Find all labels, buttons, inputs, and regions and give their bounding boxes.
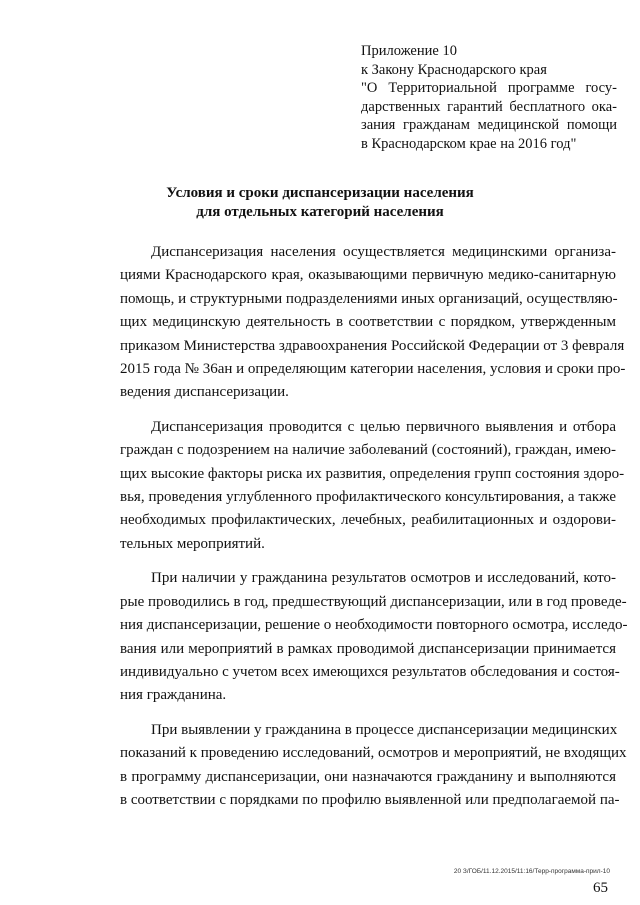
paragraph-line: рые проводились в год, предшествующий диспансеризации, или в год проведе-	[120, 593, 627, 610]
paragraph	[120, 241, 626, 405]
paragraph	[120, 719, 627, 813]
appendix-line: зания гражданам медицинской помощи	[361, 117, 617, 133]
paragraph-line: приказом Министерства здравоохранения Российской Федерации от 3 февраля	[120, 337, 625, 354]
paragraph-line: щих медицинскую деятельность в соответствии с порядком, утвержденным	[120, 314, 616, 331]
paragraph-line: ведения диспансеризации.	[120, 384, 289, 401]
appendix-line: Приложение 10	[361, 43, 457, 59]
paragraph	[120, 567, 628, 707]
paragraph-line: 2015 года № 36ан и определяющим категории населения, условия и сроки про-	[120, 361, 626, 378]
appendix-line: "О Территориальной программе госу-	[361, 80, 617, 96]
title-line: Условия и сроки диспансеризации населения	[166, 185, 474, 201]
paragraph-line: вья, проведения углубленного профилактического консультирования, а также	[120, 489, 616, 506]
page-number: 65	[593, 880, 608, 896]
appendix-line: в Краснодарском крае на 2016 год"	[361, 135, 577, 152]
paragraph-line: помощь, и структурными подразделениями иных организаций, осуществляю-	[120, 290, 618, 307]
paragraph-line: При выявлении у гражданина в процессе диспансеризации медицинских	[151, 721, 618, 738]
paragraph-line: циями Краснодарского края, оказывающими первичную медико-санитарную	[120, 267, 616, 284]
paragraph-line: Диспансеризация проводится с целью первичного выявления и отбора	[151, 418, 616, 435]
paragraph-line: индивидуально с учетом всех имеющихся результатов обследования и состоя-	[120, 663, 620, 680]
paragraph-line: Диспансеризация населения осуществляется медицинскими организа-	[151, 244, 616, 260]
paragraph-line: показаний к проведению исследований, осмотров и мероприятий, не входящих	[120, 745, 627, 762]
document-code: 20 З/ГОБ/11.12.2015/11:16/Терр-программа-прил-10	[453, 868, 610, 875]
body-text	[120, 241, 628, 823]
paragraph-line: вания или мероприятий в рамках проводимой диспансеризации принимается	[120, 640, 616, 657]
paragraph-line: в соответствии с порядками по профилю выявленной или предполагаемой па-	[120, 791, 620, 808]
paragraph-line: тельных мероприятий.	[120, 535, 265, 552]
paragraph-line: необходимых профилактических, лечебных, реабилитационных и оздорови-	[120, 512, 616, 529]
appendix-line: к Закону Краснодарского края	[361, 61, 547, 78]
paragraph-line: ния гражданина.	[120, 687, 227, 704]
paragraph-line: граждан с подозрением на наличие заболеваний (состояний), граждан, имею-	[120, 442, 616, 459]
paragraph-line: в программу диспансеризации, они назначаются гражданину и выполняются	[120, 768, 616, 785]
paragraph-line: При наличии у гражданина результатов осмотров и исследований, кото-	[151, 570, 616, 587]
document-title	[0, 184, 640, 221]
title-line: для отдельных категорий населения	[196, 203, 444, 220]
paragraph-line: щих высокие факторы риска их развития, определения групп состояния здоро-	[120, 465, 625, 482]
paragraph	[120, 416, 625, 556]
paragraph-line: ния диспансеризации, решение о необходимости повторного осмотра, исследо-	[120, 617, 628, 634]
appendix-line: дарственных гарантий бесплатного ока-	[361, 98, 617, 115]
appendix-header	[361, 42, 617, 153]
